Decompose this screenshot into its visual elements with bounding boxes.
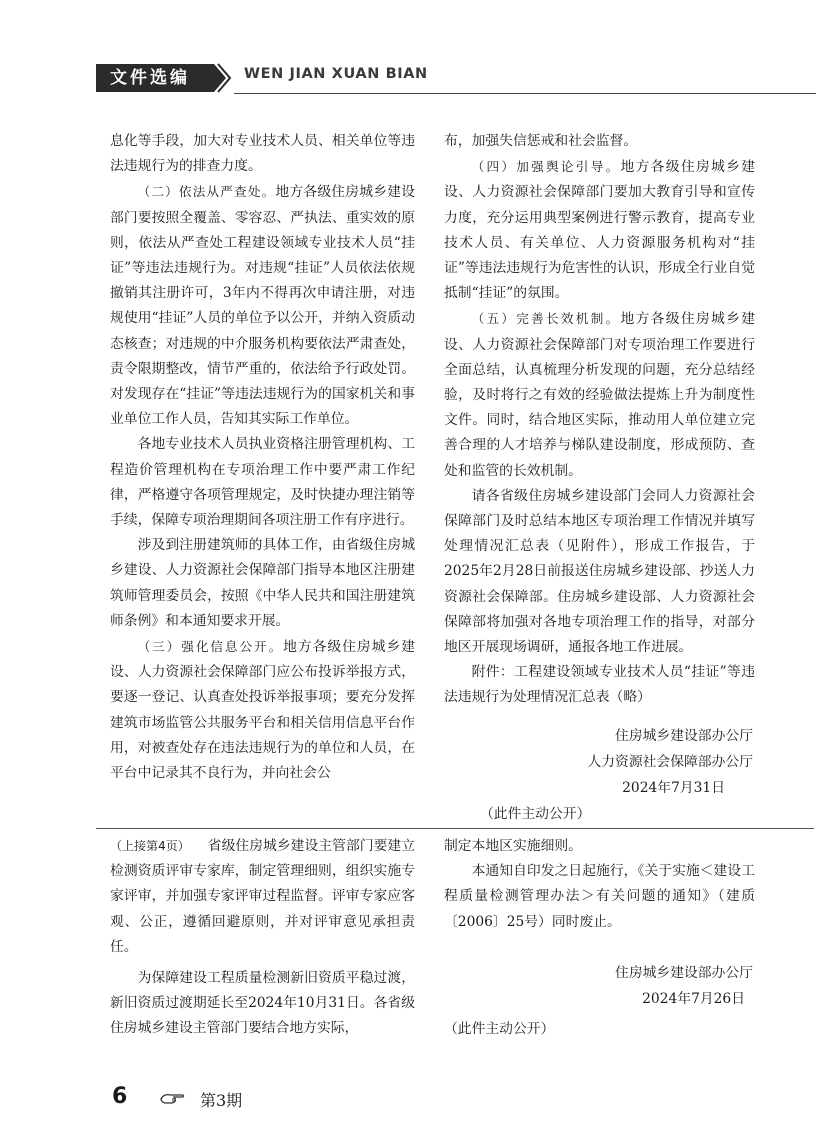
page-footer <box>112 1084 412 1114</box>
issuer-name: 住房城乡建设部办公厅 <box>615 965 753 981</box>
paragraph: 息化等手段，加大对专业技术人员、相关单位等违法违规行为的排查力度。 <box>110 133 415 175</box>
continued-column-left <box>110 834 415 1042</box>
issue-date: 2024年7月26日 <box>642 991 745 1007</box>
paragraph-body: 地方各级住房城乡建设、人力资源社会保障部门应公布投诉举报方式，要逐一登记、认真查处投诉举报事项；要充分发挥建筑市场监管公共服务平台和相关信用信息平台作用，对被查处存在违法违规行为的单位和人员，在平台中记录其不良行为，并向社会公 <box>110 639 415 782</box>
section-title-cn: 文件选编 <box>96 64 204 92</box>
subheading: （二）依法从严查处。 <box>137 184 276 200</box>
paragraph-body: 地方各级住房城乡建设、人力资源社会保障部门要加大教育引导和宣传力度，充分运用典型案例进行警示教育，提高专业技术人员、有关单位、人力资源服务机构对“挂证”等违法违规行为危害性的认识，形成全行业自觉抵制“挂证”的氛围。 <box>444 159 756 302</box>
paragraph: 制定本地区实施细则。 <box>444 838 582 854</box>
paragraph <box>444 306 755 483</box>
continued-from-label: （上接第4页） <box>110 839 190 853</box>
attachment-note: 附件：工程建设领域专业技术人员“挂证”等违法违规行为处理情况汇总表（略） <box>444 664 755 706</box>
issuer-name: 人力资源社会保障部办公厅 <box>587 754 753 770</box>
paragraph: 各地专业技术人员执业资格注册管理机构、工程造价管理机构在专项治理工作中要严肃工作纪律，严格遵守各项管理规定，及时快捷办理注销等手续，保障专项治理期间各项注册工作有序进行。 <box>110 436 415 529</box>
paragraph <box>110 179 415 432</box>
issue-date: 2024年7月31日 <box>622 780 725 796</box>
subheading: （三）强化信息公开。 <box>137 639 284 655</box>
paragraph: 为保障建设工程质量检测新旧资质平稳过渡，新旧资质过渡期延长至2024年10月31日。各省级住房城乡建设主管部门要结合地方实际， <box>110 970 415 1037</box>
issue-number: 第3期 <box>200 1091 243 1110</box>
paragraph-body: 地方各级住房城乡建设、人力资源社会保障部门对专项治理工作要进行全面总结，认真梳理分析发现的问题，充分总结经验，及时将行之有效的经验做法提炼上升为制度性文件。同时，结合地区实际，推动用人单位建立完善合理的人才培养与梯队建设制度，形成预防、查处和监管的长效机制。 <box>444 311 756 479</box>
paragraph <box>110 634 415 786</box>
chevron-decoration-icon <box>204 62 240 94</box>
paragraph-body: 省级住房城乡建设主管部门要建立检测资质评审专家库，制定管理细则，组织实施专家评审，并加强专家评审过程监督。评审专家应客观、公正，遵循回避原则，并对评审意见承担责任。 <box>110 838 416 955</box>
paragraph <box>444 154 755 306</box>
signature-block <box>444 723 755 827</box>
publication-note: （此件主动公开） <box>444 1021 555 1037</box>
paragraph <box>110 834 415 960</box>
paragraph: 本通知自印发之日起施行，《关于实施＜建设工程质量检测管理办法＞有关问题的通知》（建质〔2006〕25号）同时废止。 <box>444 863 755 930</box>
paragraph: 涉及到注册建筑师的具体工作，由省级住房城乡建设、人力资源社会保障部门指导本地区注册建筑师管理委员会，按照《中华人民共和国注册建筑师条例》和本通知要求开展。 <box>110 537 415 629</box>
article-column-left <box>110 129 415 786</box>
issuer-name: 住房城乡建设部办公厅 <box>615 728 753 744</box>
subheading: （四）加强舆论引导。 <box>471 159 621 175</box>
section-divider <box>96 828 814 829</box>
paragraph-body: 地方各级住房城乡建设部门要按照全覆盖、零容忍、严执法、重实效的原则，依法从严查处工程建设领域专业技术人员“挂证”等违法违规行为。对违规“挂证”人员依法依规撤销其注册许可，3年内不得再次申请注册，对违规使用“挂证”人员的单位予以公开，并纳入资质动态核查；对违规的中介服务机构要依法严肃查处，责令限期整改，情节严重的，依法给予行政处罚。对发现存在“挂证”等违法违规行为的国家机关和事业单位工作人员，告知其实际工作单位。 <box>110 184 416 428</box>
section-title-en: WEN JIAN XUAN BIAN <box>244 66 428 82</box>
section-header <box>96 62 816 96</box>
continued-column-right <box>444 834 755 935</box>
paragraph: 布，加强失信惩戒和社会监督。 <box>444 133 638 149</box>
pointing-hand-icon <box>160 1090 186 1106</box>
paragraph: 请各省级住房城乡建设部门会同人力资源社会保障部门及时总结本地区专项治理工作情况并填写处理情况汇总表（见附件），形成工作报告，于2025年2月28日前报送住房城乡建设部、抄送人力资源社会保障部。住房城乡建设部、人力资源社会保障部将加强对各地专项治理工作的指导，对部分地区开展现场调研，通报各地工作进展。 <box>444 487 755 656</box>
subheading: （五）完善长效机制。 <box>471 311 621 327</box>
page-number: 6 <box>112 1084 128 1109</box>
publication-note: （此件主动公开） <box>480 806 591 822</box>
signature-block <box>444 960 755 1042</box>
header-rule <box>234 93 816 94</box>
article-column-right <box>444 129 755 711</box>
